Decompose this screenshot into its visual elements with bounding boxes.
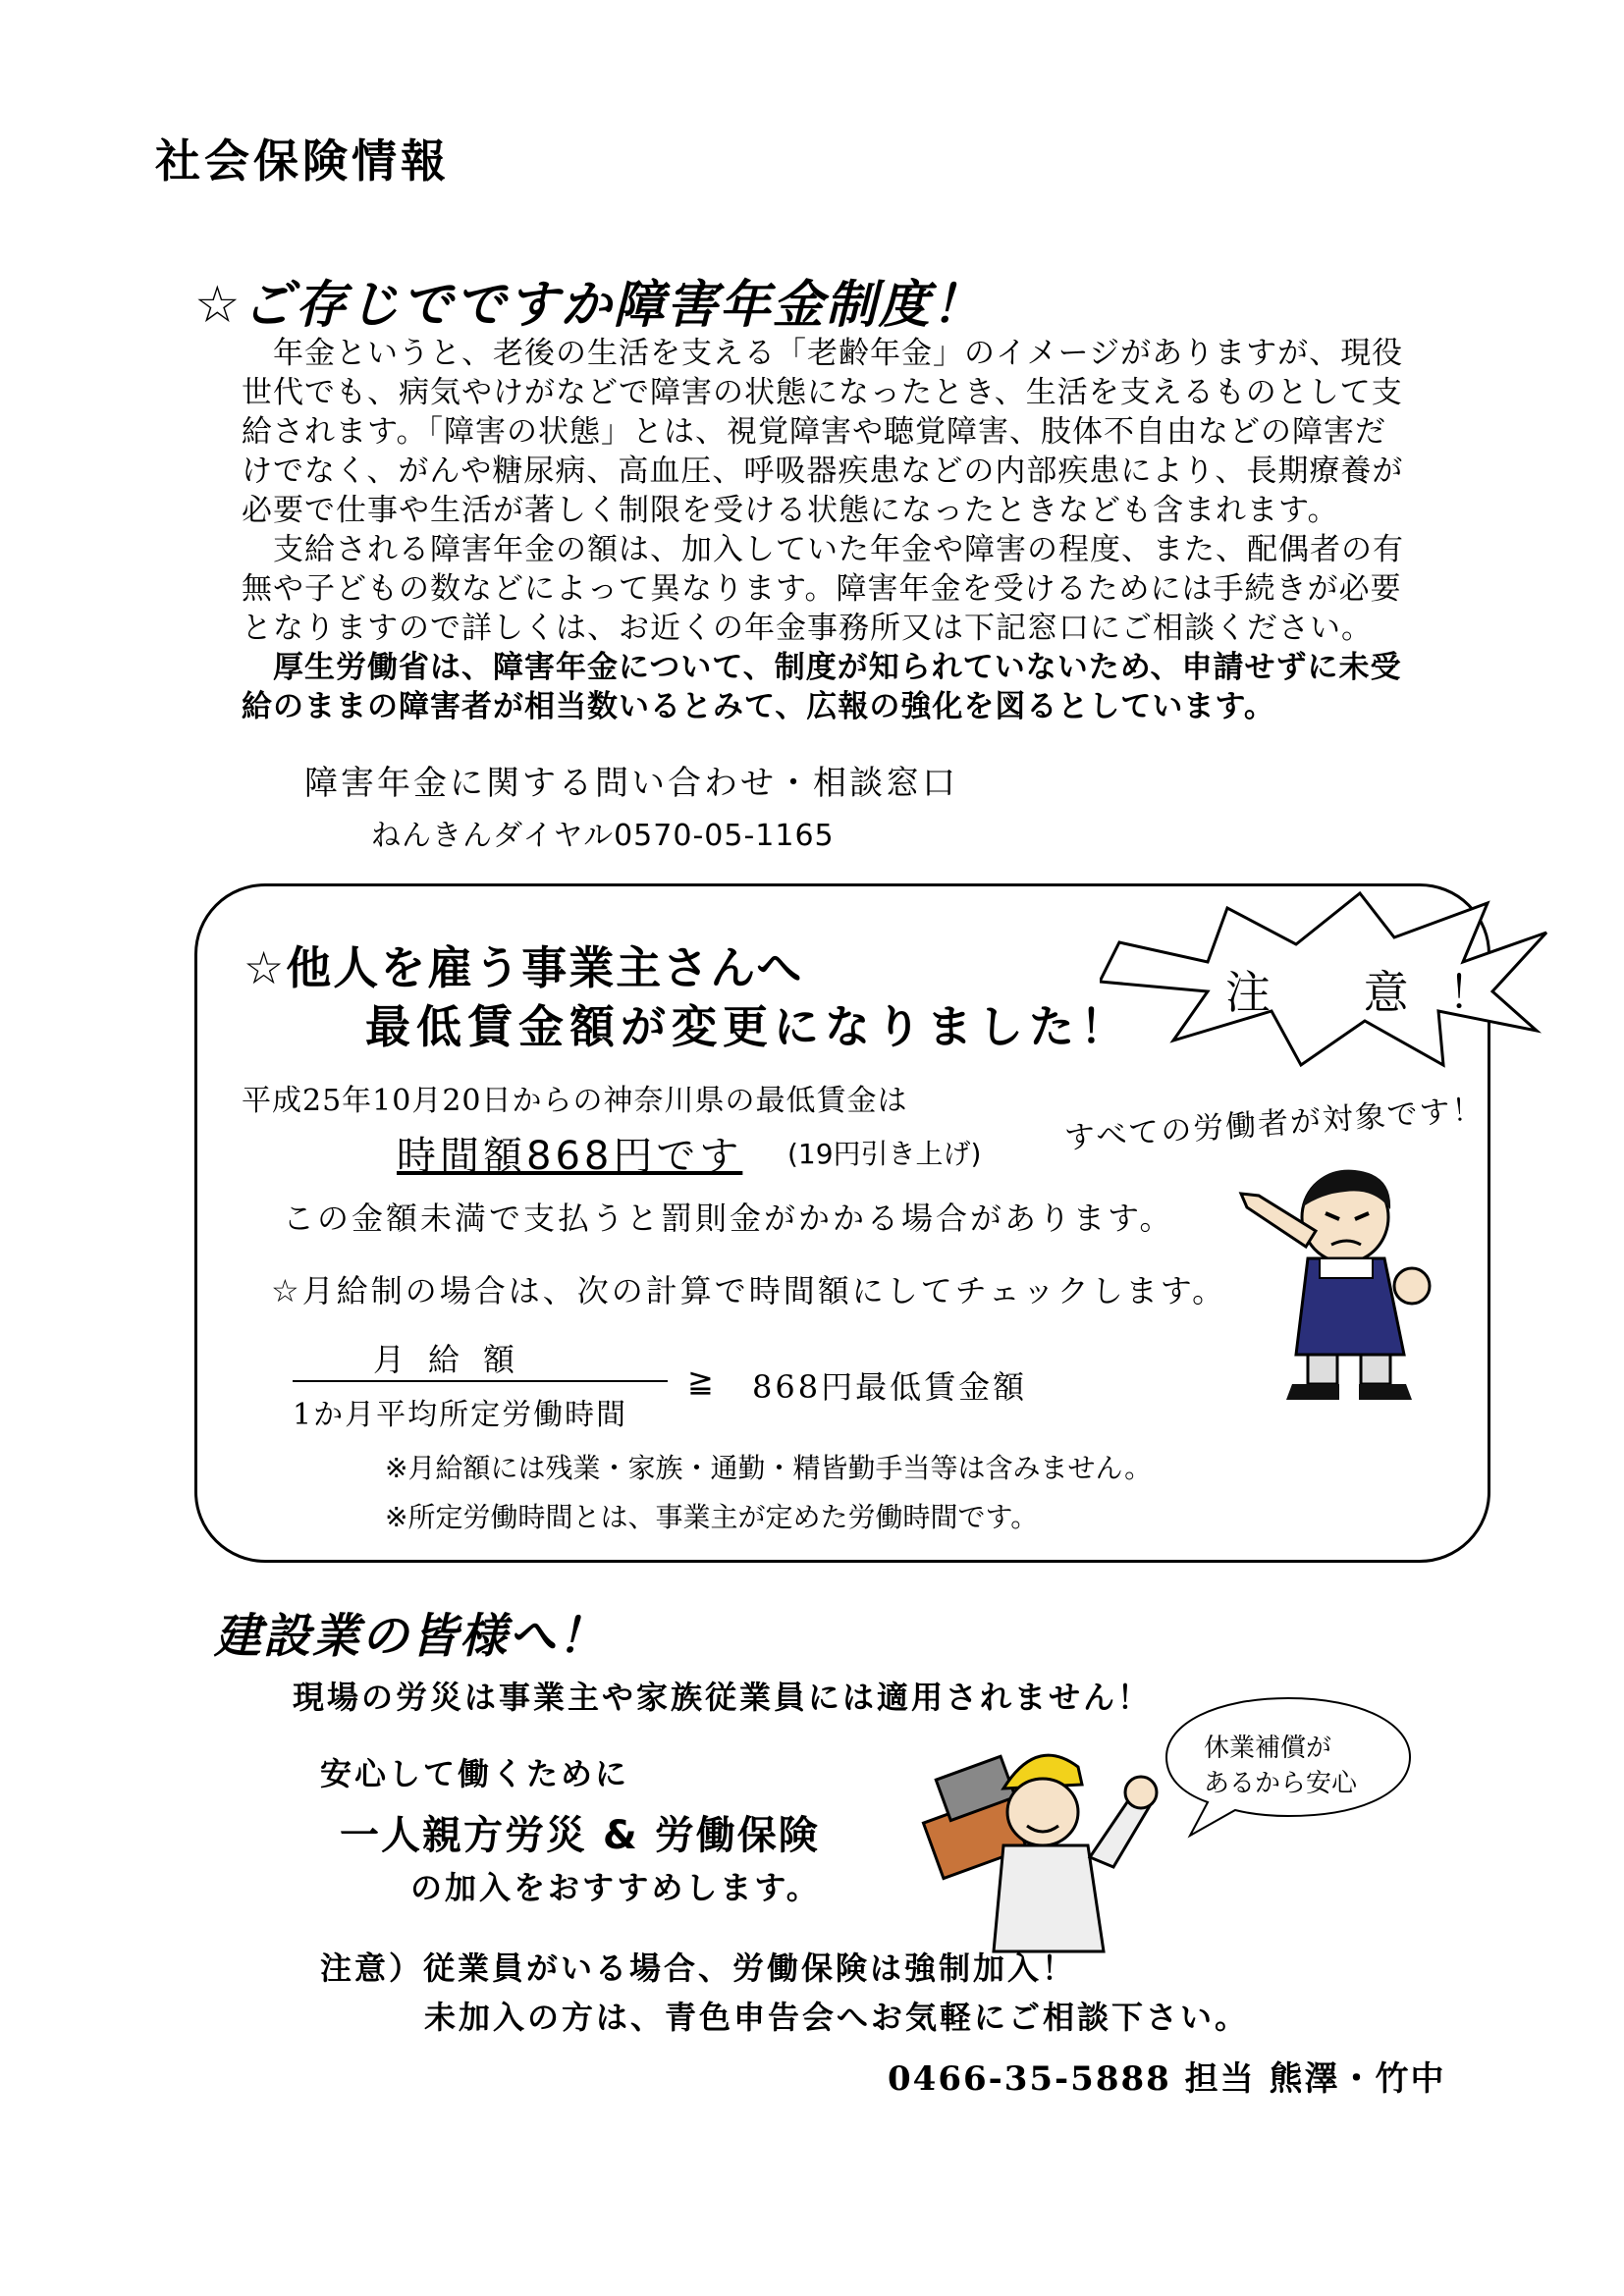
page-title: 社会保険情報: [155, 134, 450, 187]
pointing-man-icon: [1237, 1148, 1453, 1404]
wage-heading-line2: 最低賃金額が変更になりました！: [365, 1000, 1131, 1053]
contact-line: 0466-35-5888 担当 熊澤・竹中: [888, 2059, 1446, 2099]
inquiry-dial: ねんきんダイヤル0570-05-1165: [371, 819, 835, 853]
bubble-text-line2: あるから安心: [1204, 1769, 1358, 1798]
monthly-salary-note: ☆月給制の場合は、次の計算で時間額にしてチェックします。: [271, 1272, 1227, 1309]
caution-contact: 未加入の方は、青色申告会へお気軽にご相談下さい。: [424, 1999, 1250, 2036]
not-covered-note: 現場の労災は事業主や家族従業員には適用されません！: [293, 1679, 1153, 1716]
bubble-text-line1: 休業補償が: [1204, 1734, 1332, 1763]
formula-result: 868円最低賃金額: [752, 1368, 1028, 1406]
penalty-note: この金額未満で支払うと罰則金がかかる場合があります。: [283, 1200, 1174, 1237]
wage-raise: (19円引き上げ): [787, 1138, 982, 1170]
wage-intro: 平成25年10月20日からの神奈川県の最低賃金は: [242, 1084, 908, 1118]
insurance-name: 一人親方労災 & 労働保険: [340, 1813, 820, 1858]
wage-note-1: ※月給額には残業・家族・通勤・精皆勤手当等は含みません。: [385, 1452, 1153, 1484]
inquiry-title: 障害年金に関する問い合わせ・相談窓口: [304, 764, 958, 803]
pension-paragraph-2: 厚生労働省は、障害年金について、制度が知られていないため、申請せずに未受 給のままの障害者が相当数いるとみて、広報の強化を図るとしています。: [242, 650, 1402, 724]
pension-paragraph-1: 年金というと、老後の生活を支える「老齢年金」のイメージがありますが、現役 世代でも、病気やけがなどで障害の状態になったとき、生活を支えるものとして支 給されます。「障害の状態」とは、視覚障害や聴覚障害、肢体不自由などの障害だ けでなく、がんや糖尿病、高血圧、呼吸器疾患などの内部疾患により、長期療養が 必要で仕事や生活が著しく制限を受ける状態になったときなども含まれます。 支給される障害年金の額は、加入していた年金や障害の程度、また、配偶者の有 無や子どもの数などによって異なります。障害年金を受けるためには手続きが必要 となりますので詳しくは、お近くの年金事務所又は下記窓口にご相談ください。: [242, 336, 1404, 646]
formula-numerator: 月給額: [373, 1341, 539, 1378]
construction-title: 建設業の皆様へ！: [214, 1609, 608, 1664]
construction-worker-icon: [921, 1728, 1176, 1953]
wage-note-2: ※所定労働時間とは、事業主が定めた労働時間です。: [385, 1501, 1039, 1533]
caution-employees: 注意）従業員がいる場合、労働保険は強制加入！: [320, 1949, 1077, 1987]
recommend-text: の加入をおすすめします。: [410, 1869, 821, 1906]
formula-denominator: 1か月平均所定労働時間: [293, 1398, 628, 1432]
caution-badge-text: 注 意！: [1225, 966, 1533, 1019]
wage-heading-line1: ☆他人を雇う事業主さんへ: [244, 941, 804, 994]
all-workers-note: すべての労働者が対象です！: [1062, 1092, 1486, 1156]
work-safely-text: 安心して働くために: [320, 1755, 630, 1792]
formula-geq: ≧: [687, 1362, 714, 1400]
wage-amount: 時間額868円です: [397, 1134, 743, 1179]
formula-fraction-line: [293, 1380, 668, 1382]
pension-heading: ☆ご存じでですか障害年金制度！: [194, 276, 985, 335]
